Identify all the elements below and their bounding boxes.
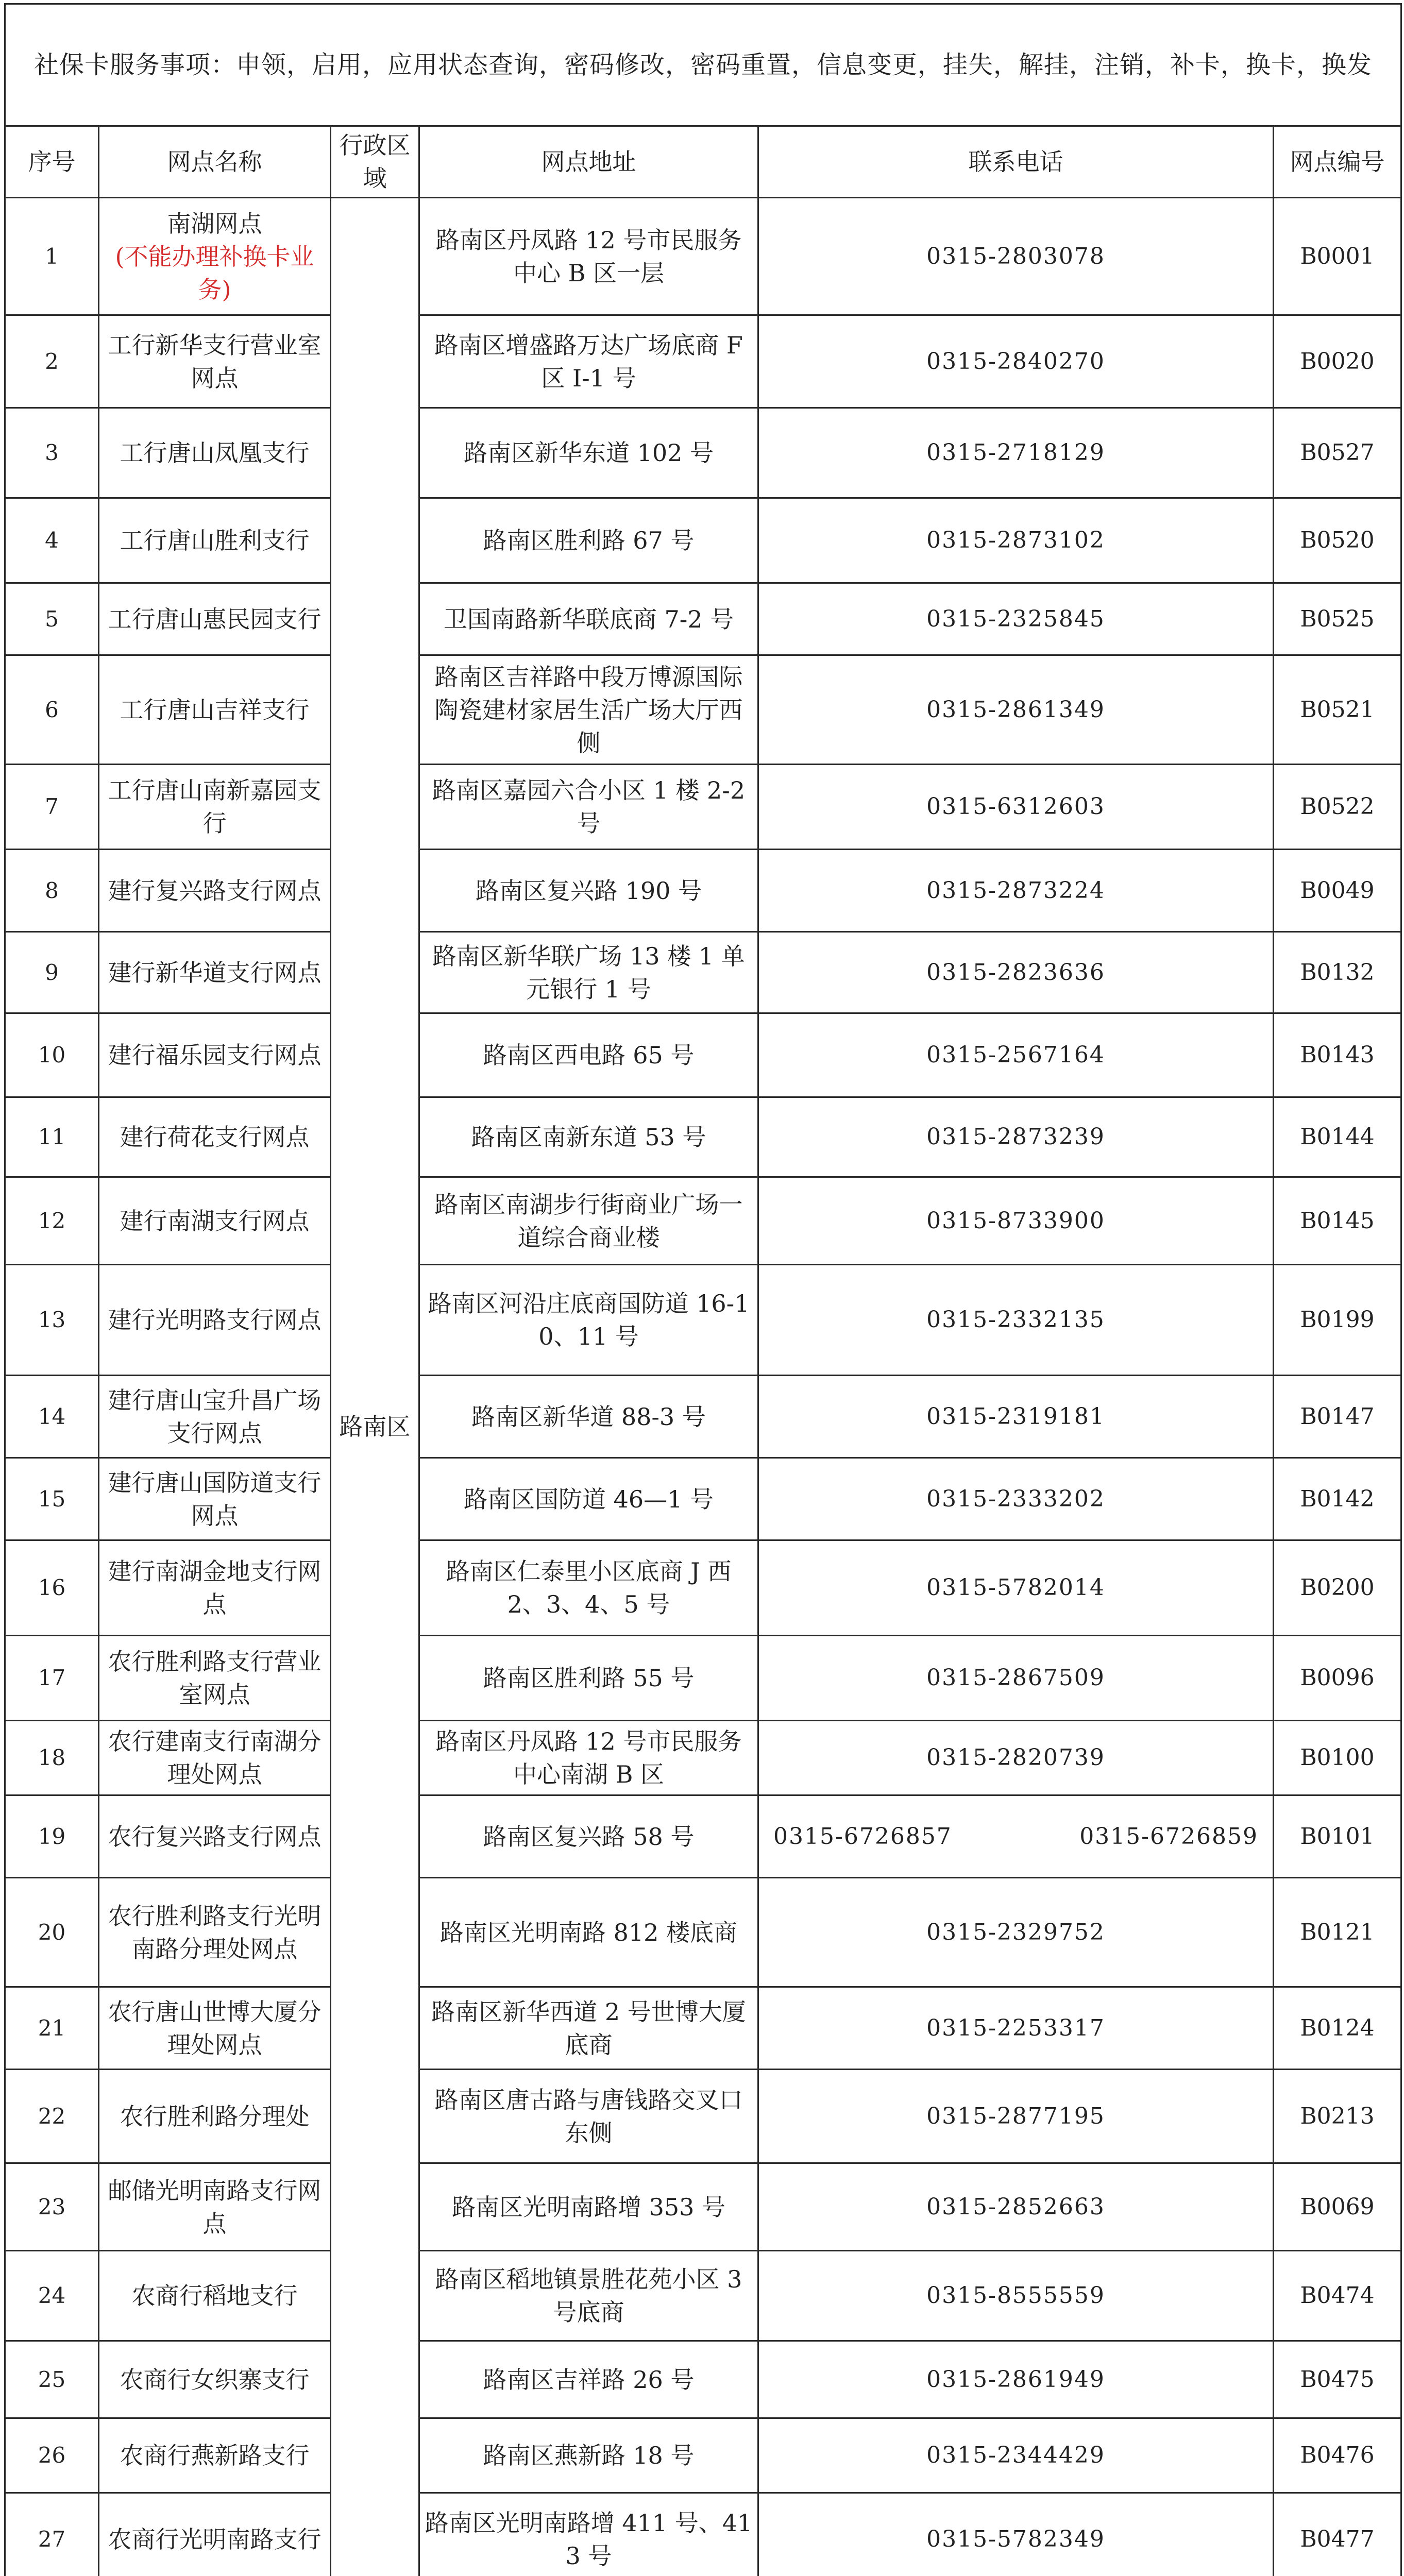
- outlet-phone: 0315-2332135: [758, 1265, 1274, 1376]
- outlet-name: [99, 1177, 331, 1265]
- outlet-name: [99, 765, 331, 850]
- outlet-address: 路南区光明南路 812 楼底商: [419, 1878, 758, 1987]
- outlet-code: B0069: [1274, 2163, 1401, 2251]
- outlet-code: B0096: [1274, 1636, 1401, 1721]
- outlet-code: B0121: [1274, 1878, 1401, 1987]
- outlet-name: [99, 1097, 331, 1177]
- row-index: 18: [5, 1721, 99, 1795]
- row-index: 12: [5, 1177, 99, 1265]
- table-row: [5, 198, 1401, 315]
- outlet-name-text: 农行胜利路支行营业室网点: [108, 1648, 322, 1708]
- row-index: 27: [5, 2493, 99, 2576]
- outlet-code: B0213: [1274, 2070, 1401, 2163]
- outlet-name: [99, 408, 331, 498]
- outlet-address: 路南区稻地镇景胜花苑小区 3 号底商: [419, 2251, 758, 2341]
- outlet-phone: 0315-2861949: [758, 2341, 1274, 2418]
- row-index: 4: [5, 498, 99, 583]
- outlet-name-text: 农商行光明南路支行: [108, 2525, 322, 2553]
- outlet-code: B0145: [1274, 1177, 1401, 1265]
- outlet-address: 路南区西电路 65 号: [419, 1013, 758, 1097]
- outlet-phone: 0315-2867509: [758, 1636, 1274, 1721]
- outlet-address: 路南区新华道 88-3 号: [419, 1376, 758, 1458]
- outlet-name-text: 建行荷花支行网点: [120, 1123, 310, 1151]
- outlet-name: [99, 932, 331, 1013]
- table-row: [5, 583, 1401, 655]
- header-address: 网点地址: [419, 126, 758, 198]
- outlet-code: B0144: [1274, 1097, 1401, 1177]
- outlet-name-text: 邮储光明南路支行网点: [108, 2176, 322, 2238]
- outlet-phone: 0315-2877195: [758, 2070, 1274, 2163]
- outlet-phone: 0315-2840270: [758, 315, 1274, 408]
- outlet-address: 路南区丹凤路 12 号市民服务中心南湖 B 区: [419, 1721, 758, 1795]
- table-row: [5, 1540, 1401, 1636]
- outlet-address: 路南区新华联广场 13 楼 1 单元银行 1 号: [419, 932, 758, 1013]
- outlet-phone: 0315-5782349: [758, 2493, 1274, 2576]
- table-row: [5, 850, 1401, 932]
- outlet-name: [99, 1265, 331, 1376]
- outlet-code: B0476: [1274, 2418, 1401, 2493]
- outlet-name-text: 工行唐山胜利支行: [120, 527, 310, 554]
- table-row: [5, 2163, 1401, 2251]
- outlet-code: B0475: [1274, 2341, 1401, 2418]
- outlet-name: [99, 198, 331, 315]
- table-row: [5, 1097, 1401, 1177]
- row-index: 3: [5, 408, 99, 498]
- outlet-code: B0199: [1274, 1265, 1401, 1376]
- outlet-name-text: 建行新华道支行网点: [108, 958, 322, 987]
- outlet-name-text: 农行唐山世博大厦分理处网点: [108, 1997, 322, 2059]
- outlet-phone: 0315-2803078: [758, 198, 1274, 315]
- outlet-name: [99, 1376, 331, 1458]
- row-index: 2: [5, 315, 99, 408]
- outlet-phone: 0315-2333202: [758, 1458, 1274, 1540]
- outlet-address: 路南区河沿庄底商国防道 16-10、11 号: [419, 1265, 758, 1376]
- outlet-code: B0124: [1274, 1987, 1401, 2070]
- outlet-address: 路南区嘉园六合小区 1 楼 2-2 号: [419, 765, 758, 850]
- outlet-phone: 0315-2873224: [758, 850, 1274, 932]
- outlet-code: B0142: [1274, 1458, 1401, 1540]
- outlet-name: [99, 498, 331, 583]
- outlet-code: B0001: [1274, 198, 1401, 315]
- outlet-address: 路南区胜利路 67 号: [419, 498, 758, 583]
- outlet-code: B0101: [1274, 1795, 1401, 1878]
- outlet-phone: 0315-2718129: [758, 408, 1274, 498]
- outlet-address: 路南区丹凤路 12 号市民服务中心 B 区一层: [419, 198, 758, 315]
- table-row: [5, 2251, 1401, 2341]
- outlet-code: B0521: [1274, 655, 1401, 765]
- outlet-address: 路南区胜利路 55 号: [419, 1636, 758, 1721]
- row-index: 22: [5, 2070, 99, 2163]
- outlet-name: [99, 1878, 331, 1987]
- outlet-phone: 0315-5782014: [758, 1540, 1274, 1636]
- outlet-phone: 0315-2873239: [758, 1097, 1274, 1177]
- outlet-address: 路南区光明南路增 411 号、413 号: [419, 2493, 758, 2576]
- table-row: [5, 2341, 1401, 2418]
- outlet-code: B0477: [1274, 2493, 1401, 2576]
- outlet-name: [99, 2341, 331, 2418]
- outlet-code: B0020: [1274, 315, 1401, 408]
- outlet-address: 路南区复兴路 190 号: [419, 850, 758, 932]
- table-row: [5, 1795, 1401, 1878]
- row-index: 1: [5, 198, 99, 315]
- row-index: 26: [5, 2418, 99, 2493]
- outlet-name: [99, 1721, 331, 1795]
- outlet-name: [99, 2251, 331, 2341]
- outlet-name-text: 建行复兴路支行网点: [108, 876, 322, 905]
- title-row: [5, 4, 1401, 126]
- phone-secondary: 0315-6726859: [1079, 1823, 1258, 1850]
- outlet-address: 路南区新华西道 2 号世博大厦底商: [419, 1987, 758, 2070]
- table-title: 社保卡服务事项：申领，启用，应用状态查询，密码修改，密码重置，信息变更，挂失，解挂，注销，补卡，换卡，换发: [5, 4, 1401, 126]
- outlet-phone: 0315-2820739: [758, 1721, 1274, 1795]
- table-row: [5, 498, 1401, 583]
- outlet-code: B0520: [1274, 498, 1401, 583]
- table-row: [5, 408, 1401, 498]
- outlet-name-text: 工行新华支行营业室网点: [108, 331, 322, 392]
- table-row: [5, 315, 1401, 408]
- outlet-phone: 0315-2325845: [758, 583, 1274, 655]
- outlet-name-text: 农商行燕新路支行: [120, 2442, 310, 2469]
- outlet-code: B0527: [1274, 408, 1401, 498]
- outlet-phone: 0315-2823636: [758, 932, 1274, 1013]
- outlet-name: [99, 655, 331, 765]
- row-index: 23: [5, 2163, 99, 2251]
- table-row: [5, 2418, 1401, 2493]
- outlet-phone: 0315-2319181: [758, 1376, 1274, 1458]
- row-index: 25: [5, 2341, 99, 2418]
- outlet-name: [99, 1795, 331, 1878]
- outlet-name-text: 工行唐山南新嘉园支行: [108, 776, 322, 837]
- outlet-name-text: 建行南湖支行网点: [120, 1207, 310, 1235]
- header-area: 行政区域: [331, 126, 419, 198]
- outlet-address: 卫国南路新华联底商 7-2 号: [419, 583, 758, 655]
- table-row: [5, 655, 1401, 765]
- outlet-code: B0200: [1274, 1540, 1401, 1636]
- outlet-name-text: 工行唐山吉祥支行: [120, 696, 310, 724]
- table-row: [5, 765, 1401, 850]
- outlet-code: B0100: [1274, 1721, 1401, 1795]
- table-row: [5, 1376, 1401, 1458]
- row-index: 24: [5, 2251, 99, 2341]
- outlet-name: [99, 2070, 331, 2163]
- outlet-name-text: 建行唐山国防道支行网点: [108, 1468, 322, 1530]
- header-name: 网点名称: [99, 126, 331, 198]
- table-row: [5, 1636, 1401, 1721]
- outlet-phone: 0315-2852663: [758, 2163, 1274, 2251]
- outlet-address: 路南区复兴路 58 号: [419, 1795, 758, 1878]
- table-row: [5, 932, 1401, 1013]
- outlet-name: [99, 1987, 331, 2070]
- outlet-code: B0143: [1274, 1013, 1401, 1097]
- outlet-address: 路南区南新东道 53 号: [419, 1097, 758, 1177]
- outlet-name-text: 建行福乐园支行网点: [108, 1041, 322, 1069]
- outlet-address: 路南区光明南路增 353 号: [419, 2163, 758, 2251]
- row-index: 19: [5, 1795, 99, 1878]
- outlet-name: [99, 2493, 331, 2576]
- row-index: 5: [5, 583, 99, 655]
- outlet-name: [99, 315, 331, 408]
- outlet-phone: 0315-8733900: [758, 1177, 1274, 1265]
- outlet-phone: 0315-2861349: [758, 655, 1274, 765]
- header-row: [5, 126, 1401, 198]
- outlet-address: 路南区吉祥路中段万博源国际陶瓷建材家居生活广场大厅西侧: [419, 655, 758, 765]
- outlet-name-text: 农行胜利路分理处: [120, 2102, 310, 2130]
- outlet-name-text: 建行唐山宝升昌广场支行网点: [108, 1386, 322, 1447]
- outlet-address: 路南区南湖步行街商业广场一道综合商业楼: [419, 1177, 758, 1265]
- outlet-name: [99, 850, 331, 932]
- outlet-phone: 0315-2329752: [758, 1878, 1274, 1987]
- outlet-name: [99, 2163, 331, 2251]
- outlet-name-text: 农商行女织寨支行: [120, 2365, 310, 2394]
- outlet-phone: 0315-2873102: [758, 498, 1274, 583]
- outlet-address: 路南区吉祥路 26 号: [419, 2341, 758, 2418]
- row-index: 21: [5, 1987, 99, 2070]
- table-row: [5, 1878, 1401, 1987]
- row-index: 20: [5, 1878, 99, 1987]
- row-index: 13: [5, 1265, 99, 1376]
- row-index: 10: [5, 1013, 99, 1097]
- outlet-code: B0049: [1274, 850, 1401, 932]
- row-index: 15: [5, 1458, 99, 1540]
- header-code: 网点编号: [1274, 126, 1401, 198]
- outlet-code: B0522: [1274, 765, 1401, 850]
- row-index: 17: [5, 1636, 99, 1721]
- outlet-name-text: 农行建南支行南湖分理处网点: [108, 1727, 322, 1788]
- table-row: [5, 2070, 1401, 2163]
- outlet-phone: 0315-6312603: [758, 765, 1274, 850]
- outlet-name: [99, 1458, 331, 1540]
- outlet-name: [99, 1636, 331, 1721]
- header-phone: 联系电话: [758, 126, 1274, 198]
- outlet-phone: 0315-2253317: [758, 1987, 1274, 2070]
- table-row: [5, 2493, 1401, 2576]
- row-index: 14: [5, 1376, 99, 1458]
- outlet-code: B0147: [1274, 1376, 1401, 1458]
- outlet-name: [99, 1013, 331, 1097]
- outlet-name-text: 南湖网点: [167, 209, 262, 238]
- outlet-name-text: 农行胜利路支行光明南路分理处网点: [108, 1902, 322, 1963]
- outlet-phone: 0315-2344429: [758, 2418, 1274, 2493]
- outlet-table: [4, 3, 1402, 2576]
- outlet-name-text: 农商行稻地支行: [131, 2282, 298, 2310]
- outlet-code: B0132: [1274, 932, 1401, 1013]
- outlet-name-text: 农行复兴路支行网点: [108, 1822, 322, 1851]
- outlet-name-text: 工行唐山惠民园支行: [108, 605, 322, 633]
- row-index: 9: [5, 932, 99, 1013]
- outlet-phone: 0315-2567164: [758, 1013, 1274, 1097]
- outlet-address: 路南区国防道 46—1 号: [419, 1458, 758, 1540]
- outlet-address: 路南区仁泰里小区底商 J 西 2、3、4、5 号: [419, 1540, 758, 1636]
- table-row: [5, 1265, 1401, 1376]
- row-index: 8: [5, 850, 99, 932]
- outlet-name-text: 工行唐山凤凰支行: [120, 439, 310, 467]
- outlet-name: [99, 2418, 331, 2493]
- row-index: 6: [5, 655, 99, 765]
- outlet-code: B0474: [1274, 2251, 1401, 2341]
- outlet-name-text: 建行南湖金地支行网点: [108, 1557, 322, 1618]
- outlet-phone: [758, 1795, 1274, 1878]
- outlet-phone: 0315-8555559: [758, 2251, 1274, 2341]
- outlet-name: [99, 583, 331, 655]
- outlet-restriction-note: (不能办理补换卡业务): [115, 242, 314, 303]
- outlet-address: 路南区燕新路 18 号: [419, 2418, 758, 2493]
- administrative-area: 路南区: [331, 198, 419, 2576]
- table-row: [5, 1458, 1401, 1540]
- row-index: 7: [5, 765, 99, 850]
- header-index: 序号: [5, 126, 99, 198]
- outlet-code: B0525: [1274, 583, 1401, 655]
- table-row: [5, 1721, 1401, 1795]
- outlet-address: 路南区新华东道 102 号: [419, 408, 758, 498]
- row-index: 11: [5, 1097, 99, 1177]
- table-row: [5, 1013, 1401, 1097]
- outlet-address: 路南区增盛路万达广场底商 F 区 I-1 号: [419, 315, 758, 408]
- phone-pair: [763, 1820, 1268, 1853]
- table-row: [5, 1987, 1401, 2070]
- outlet-address: 路南区唐古路与唐钱路交叉口东侧: [419, 2070, 758, 2163]
- phone-primary: 0315-6726857: [773, 1823, 952, 1850]
- outlet-name-text: 建行光明路支行网点: [108, 1306, 322, 1334]
- table-row: [5, 1177, 1401, 1265]
- row-index: 16: [5, 1540, 99, 1636]
- outlet-name: [99, 1540, 331, 1636]
